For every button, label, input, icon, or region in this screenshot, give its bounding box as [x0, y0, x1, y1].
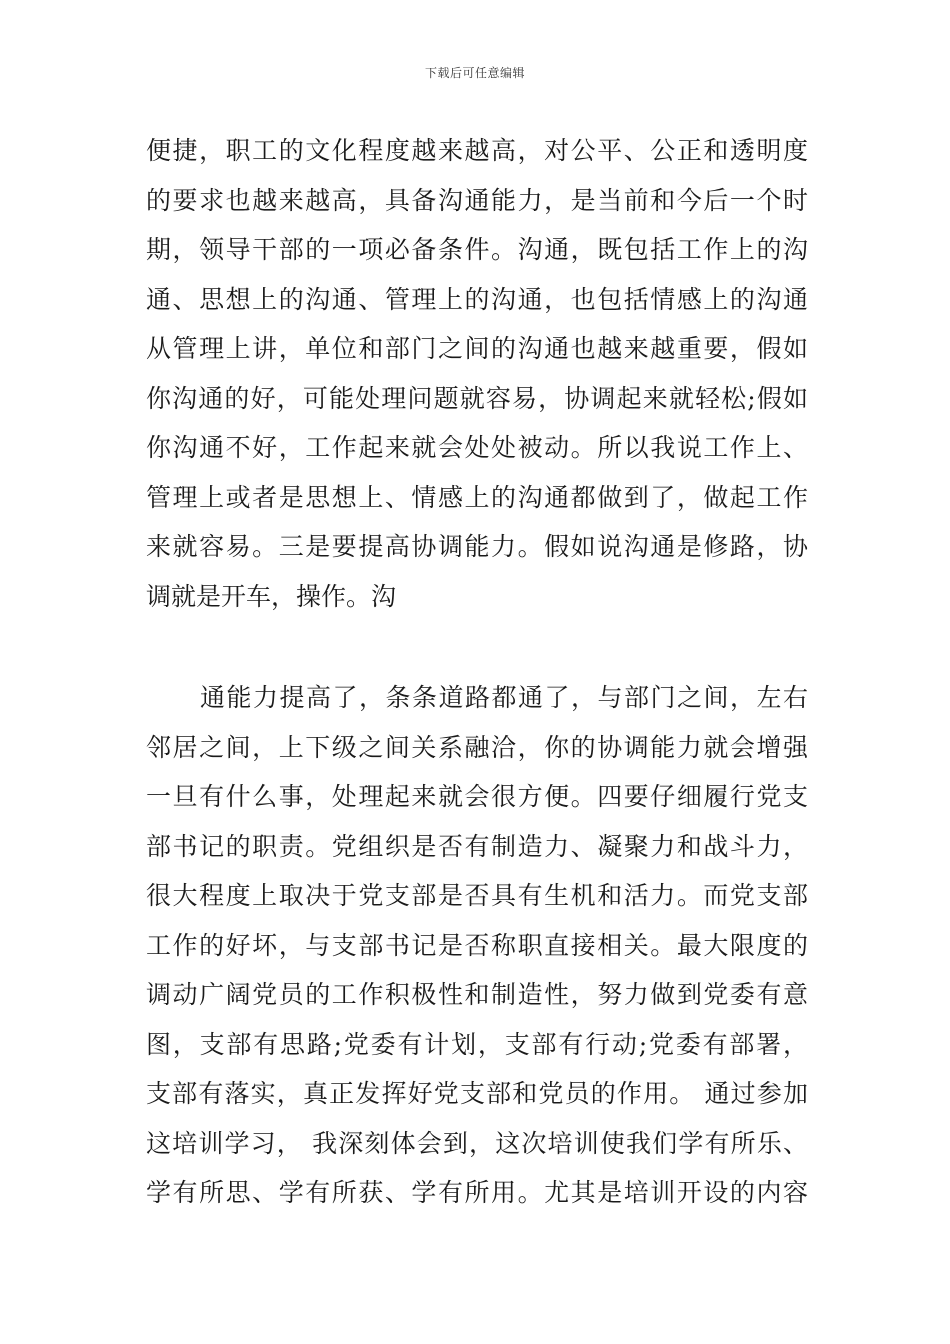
- text-line: 一旦有什么事，处理起来就会很方便。四要仔细履行党支: [146, 782, 808, 811]
- text-line: 期，领导干部的一项必备条件。沟通，既包括工作上的沟: [146, 235, 808, 264]
- text-line: 的要求也越来越高，具备沟通能力，是当前和今后一个时: [146, 185, 808, 215]
- text-line: 邻居之间，上下级之间关系融洽，你的协调能力就会增强: [146, 732, 808, 762]
- text-line: 你沟通的好，可能处理问题就容易，协调起来就轻松;假如: [146, 383, 808, 413]
- text-line: 通能力提高了，条条道路都通了，与部门之间，左右: [200, 683, 808, 712]
- text-line: 管理上或者是思想上、情感上的沟通都做到了，做起工作: [146, 482, 808, 512]
- text-line: 来就容易。三是要提高协调能力。假如说沟通是修路，协: [146, 532, 808, 561]
- text-line: 你沟通不好，工作起来就会处处被动。所以我说工作上、: [146, 433, 808, 462]
- text-line: 支部有落实，真正发挥好党支部和党员的作用。 通过参加: [146, 1079, 808, 1108]
- text-line: 便捷，职工的文化程度越来越高，对公平、公正和透明度: [146, 136, 808, 165]
- paragraph-2: [146, 673, 808, 1218]
- text-line: 调就是开车，操作。沟: [146, 581, 397, 611]
- text-line: 很大程度上取决于党支部是否具有生机和活力。而党支部: [146, 881, 808, 910]
- text-line: 工作的好坏，与支部书记是否称职直接相关。最大限度的: [146, 930, 808, 960]
- text-line: 学有所思、学有所获、学有所用。尤其是培训开设的内容: [146, 1178, 808, 1207]
- text-line: 图，支部有思路;党委有计划，支部有行动;党委有部署，: [146, 1029, 808, 1059]
- text-line: 通、思想上的沟通、管理上的沟通，也包括情感上的沟通: [146, 284, 808, 314]
- text-line: 部书记的职责。党组织是否有制造力、凝聚力和战斗力，: [146, 831, 808, 861]
- text-line: 调动广阔党员的工作积极性和制造性，努力做到党委有意: [146, 980, 808, 1009]
- page-header: 下载后可任意编辑: [424, 66, 525, 80]
- text-line: 这培训学习， 我深刻体会到，这次培训使我们学有所乐、: [146, 1128, 808, 1158]
- text-line: 从管理上讲，单位和部门之间的沟通也越来越重要，假如: [146, 334, 808, 363]
- paragraph-1: [146, 126, 808, 621]
